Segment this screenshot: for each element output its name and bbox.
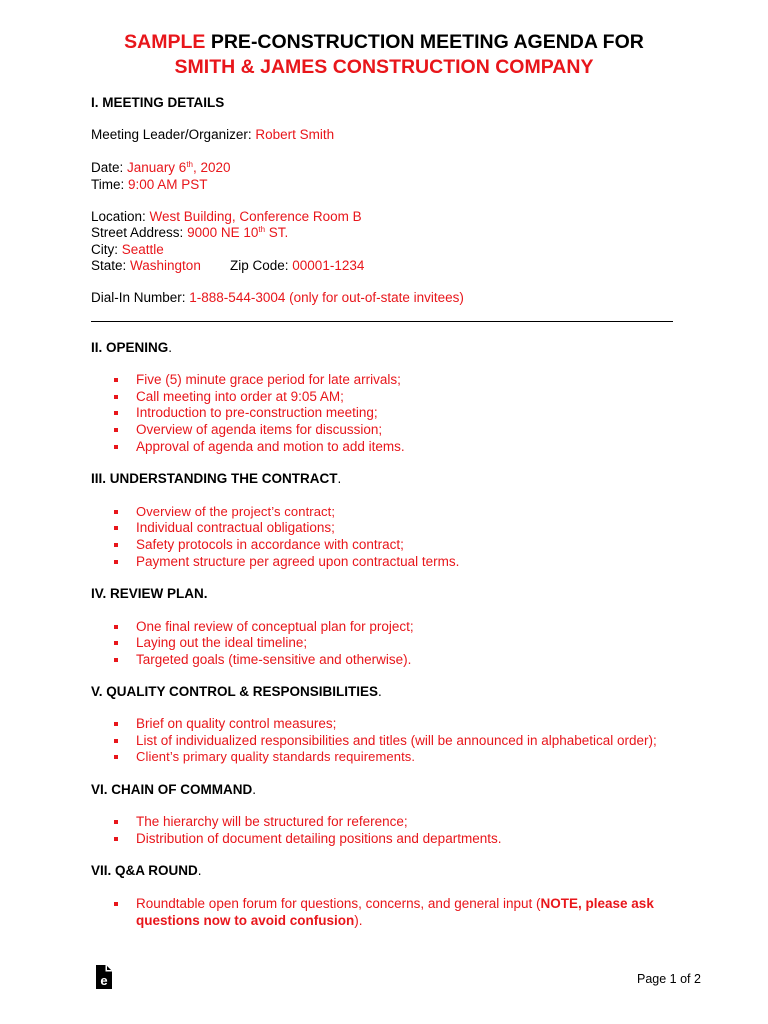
time-value: 9:00 AM PST	[128, 177, 208, 192]
dial-in-line	[91, 290, 464, 306]
bullet-marker	[114, 722, 118, 726]
section-heading-qa-round: VII. Q&A ROUND.	[91, 863, 202, 878]
bullet-marker	[114, 820, 118, 824]
page-number: Page 1 of 2	[637, 972, 701, 986]
time-line	[91, 177, 208, 193]
section-divider	[91, 321, 673, 322]
eforms-logo-icon	[94, 964, 114, 990]
city-label: City:	[91, 242, 122, 257]
zip-label: Zip Code:	[230, 258, 293, 273]
bullet-marker	[114, 510, 118, 514]
bullet-marker	[114, 739, 118, 743]
location-label: Location:	[91, 209, 150, 224]
document-title	[0, 30, 768, 54]
time-label: Time:	[91, 177, 128, 192]
bullet-marker	[114, 395, 118, 399]
state-value: Washington	[130, 258, 201, 273]
state-line	[91, 258, 201, 274]
bullet-marker	[114, 837, 118, 841]
location-value: West Building, Conference Room B	[149, 209, 362, 224]
meeting-leader-value: Robert Smith	[255, 127, 335, 142]
zip-value: 00001-1234	[292, 258, 365, 273]
meeting-leader-label: Meeting Leader/Organizer:	[91, 127, 256, 142]
section-heading-meeting-details: I. MEETING DETAILS	[91, 95, 225, 110]
bullet-marker	[114, 411, 118, 415]
location-line	[91, 209, 362, 225]
street-address-line	[91, 225, 288, 241]
bullet-marker	[114, 445, 118, 449]
date-line	[91, 160, 231, 176]
section-heading-chain-of-command: VI. CHAIN OF COMMAND.	[91, 782, 257, 797]
section-heading-contract: III. UNDERSTANDING THE CONTRACT.	[91, 471, 342, 486]
qa-item-text: Roundtable open forum for questions, concerns, and general input (	[136, 896, 541, 911]
street-address-label: Street Address:	[91, 225, 188, 240]
street-address-value: 9000 NE 10th ST.	[187, 225, 289, 240]
bullet-marker	[114, 658, 118, 662]
section-heading-review-plan: IV. REVIEW PLAN.	[91, 586, 208, 601]
section-heading-opening: II. OPENING.	[91, 340, 173, 355]
bullet-marker	[114, 378, 118, 382]
section-heading-quality-control: V. QUALITY CONTROL & RESPONSIBILITIES.	[91, 684, 382, 699]
bullet-marker	[114, 641, 118, 645]
qa-note-bold-cont: questions now to avoid confusion	[136, 912, 355, 928]
bullet-marker	[114, 543, 118, 547]
bullet-marker	[114, 526, 118, 530]
bullet-marker	[114, 428, 118, 432]
dial-in-label: Dial-In Number:	[91, 290, 190, 305]
dial-in-value: 1-888-544-3004 (only for out-of-state invitees)	[189, 290, 464, 305]
qa-item-end: ).	[354, 912, 363, 928]
date-value: January 6th, 2020	[127, 160, 231, 175]
zip-line	[230, 258, 364, 274]
bullet-marker	[114, 625, 118, 629]
state-label: State:	[91, 258, 131, 273]
bullet-marker	[114, 560, 118, 564]
company-name: SMITH & JAMES CONSTRUCTION COMPANY	[174, 56, 594, 78]
city-line	[91, 242, 164, 258]
meeting-leader-line	[91, 127, 334, 143]
qa-note-bold: NOTE, please ask	[540, 896, 654, 911]
title-sample-word: SAMPLE	[124, 31, 206, 53]
bullet-marker	[114, 902, 118, 906]
city-value: Seattle	[121, 242, 164, 257]
bullet-marker	[114, 755, 118, 759]
title-main-text: PRE-CONSTRUCTION MEETING AGENDA FOR	[210, 31, 644, 53]
date-label: Date:	[91, 160, 128, 175]
svg-text:e: e	[100, 973, 108, 988]
